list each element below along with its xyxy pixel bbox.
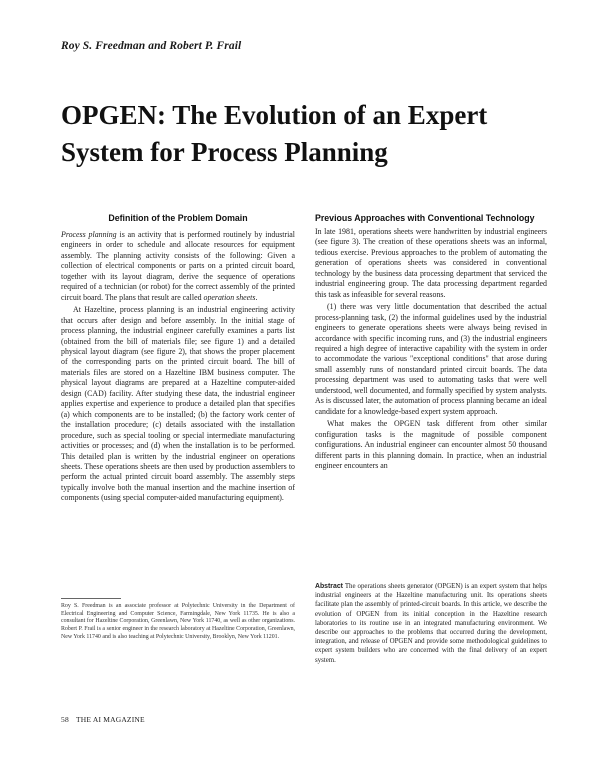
abstract-label: Abstract [315,583,343,590]
footnote-divider [61,598,121,599]
abstract-text: The operations sheets generator (OPGEN) is an expert system that helps industrial engineers at the Hazeltine manufacturing unit. Its operations sheets facilitate plan the assembly of printed-circuit boards. In this article, we describe the evolution of OPGEN from its initial conception in the Hazeltine research laboratories to its routine use in an integrated manufacturing environment. We describe our approaches to the problems that occurred during the development, integration, and release of OPGEN and provide some methodological guidelines to expert system builders who are concerned with the final delivery of an expert system. [315,583,547,664]
paragraph-hazeltine-process: At Hazeltine, process planning is an industrial engineering activity that occurs after design and before assembly. In the initial stage of process planning, the industrial engineer carefully examines a parts list (obtained from the bill of materials file; see figure 1) and a detailed physical layout diagram (see figure 2), that shows the proper placement of the corresponding parts on the printed circuit board. The bill of materials files are stored on a Hazeltine IBM business computer. The physical layout diagrams are prepared at a Hazeltine computer-aided design (CAD) facility. After studying these data, the industrial engineer applies expertise and experience to produce a detailed plan that specifies (a) which components are to be installed; (b) the factory work center of the installation procedure; (c) details associated with the installation procedure, such as special tooling or special intermediate manufacturing activities or processes; and (d) when the installation is to be performed. This detailed plan is written by the industrial engineer on operations sheets. These operations sheets are then used by production assemblers to perform the actual printed circuit board assembly. The assembly steps typically involve both the manual insertion and the machine insertion of components (using special computer-aided manufacturing equipment). [61,305,295,503]
paragraph-process-planning-definition [61,230,295,303]
paragraph-handwritten-sheets: In late 1981, operations sheets were handwritten by industrial engineers (see figure 3). The creation of these operations sheets was an informal, tedious exercise. Previous approaches to the problem of automating the generation of operations sheets was considered in conventional technology by the business data processing department that serviced the industrial engineering group. The data processing department regarded this task as infeasible for several reasons. [315,227,547,299]
page-number: 58 [61,715,69,724]
author-byline: Roy S. Freedman and Robert P. Frail [61,40,242,52]
publication-name: THE AI MAGAZINE [75,715,145,724]
paragraph-reasons: (1) there was very little documentation that described the actual process-planning task, (2) the informal guidelines used by the industrial engineers to generate operations sheets were always being revised in accordance with specific incoming runs, and (3) the industrial engineers required a high degree of interactive capability with the system in order to accommodate the various "exceptional conditions" that arose during small assembly runs of nonstandard printed circuit boards. The data processing department was used to automating tasks that were well understood, well documented, and formally specified by system analysts. As is discussed later, the automation of process planning became an ideal candidate for a knowledge-based expert system approach. [315,302,547,416]
page-footer [61,715,145,724]
section-heading-previous-approaches: Previous Approaches with Conventional Technology [315,213,535,223]
article-title: OPGEN: The Evolution of an Expert System for Process Planning [61,100,488,167]
paragraph-text: is an activity that is performed routinely by industrial engineers in order to schedule and allocate resources for equipment assembly. The planning activity consists of the following: Given a collection of electrical components or parts on a printed circuit board, together with its layout diagram, derive the sequence of operations required of a technician (or robot) for the correct assembly of the printed circuit board. The plans that result are called [61,230,295,302]
left-column [61,213,295,504]
term-process-planning: Process planning [61,230,117,239]
author-footnote: Roy S. Freedman is an associate professor at Polytechnic University in the Department of Electrical Engineering and Computer Science, Farmingdale, New York 11735. He is also a consultant for Hazeltine Corporation, Greenlawn, New York 11740, as well as other organizations. Robert P. Frail is a senior engineer in the research laboratory at Hazeltine Corporation, Greenlawn, New York 11740 and is also teaching at Polytechnic University, Brooklyn, New York 11201. [61,603,295,640]
section-heading-problem-domain: Definition of the Problem Domain [108,213,248,223]
paragraph-opgen-difference: What makes the OPGEN task different from other similar configuration tasks is the magnitude of possible component configurations. An industrial engineer can encounter almost 50 thousand different parts in this planning domain. In practice, when an industrial engineer encounters an [315,419,547,470]
paragraph-end: . [255,292,258,302]
term-operation-sheets: operation sheets [203,292,256,302]
right-column [315,213,547,471]
abstract-box [315,582,547,665]
